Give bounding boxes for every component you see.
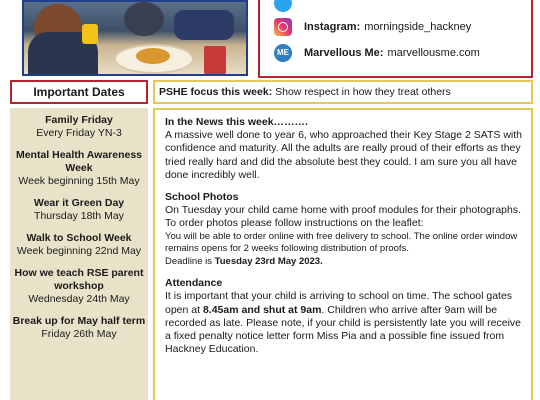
- news-title: In the News this week……….: [165, 116, 308, 128]
- event-title: Walk to School Week: [26, 232, 132, 244]
- photos-body-1: On Tuesday your child came home with proof modules for their photographs. To order photos please follow instructions on the leaflet:: [165, 204, 522, 230]
- event-item: [10, 197, 148, 223]
- event-item: [10, 114, 148, 140]
- instagram-row: [274, 18, 471, 36]
- event-item: [10, 315, 148, 341]
- photos-body-2: You will be able to order online with free delivery to school. The online order window remains opens for 2 weeks following distribution of proofs.: [165, 230, 518, 255]
- event-detail: Every Friday YN-3: [36, 127, 122, 139]
- pshe-focus-bar: [153, 80, 533, 104]
- event-title: Wear it Green Day: [33, 197, 125, 209]
- photos-deadline: [165, 256, 523, 269]
- marvellous-me-link[interactable]: marvellousme.com: [387, 47, 480, 59]
- event-detail: Week beginning 15th May: [18, 175, 140, 187]
- newsletter-main: [153, 108, 533, 400]
- attendance-text-a: It is important that your child is arriving to school on time. The school gates open at: [165, 290, 513, 316]
- twitter-icon: [274, 0, 292, 12]
- event-title: Mental Health Awareness Week: [15, 149, 143, 174]
- event-title: Break up for May half term: [12, 315, 146, 327]
- social-media-box: [258, 0, 533, 78]
- important-dates-list: [10, 108, 148, 400]
- event-item: [10, 149, 148, 188]
- pshe-text: Show respect in how they treat others: [275, 86, 451, 98]
- deadline-label: Deadline is: [165, 255, 215, 267]
- event-item: [10, 232, 148, 258]
- marvellous-me-label: Marvellous Me:: [304, 47, 384, 59]
- pshe-label: PSHE focus this week:: [159, 86, 273, 98]
- attendance-time: 8.45am and shut at 9am: [202, 303, 322, 316]
- school-lunch-photo: [22, 0, 248, 76]
- instagram-handle[interactable]: morningside_hackney: [364, 21, 472, 33]
- news-body: A massive well done to year 6, who approached their Key Stage 2 SATS with confidence and maturity. All the adults are really proud of their efforts as they tried really hard and did the absolute best they could. I am sure you all have done incredibly well.: [165, 129, 522, 181]
- deadline-date: Tuesday 23rd May 2023.: [214, 255, 323, 267]
- event-detail: Wednesday 24th May: [28, 293, 130, 305]
- marvellous-me-row: [274, 44, 480, 62]
- marvellous-me-icon: ME: [274, 44, 292, 62]
- event-title: How we teach RSE parent workshop: [14, 267, 144, 292]
- instagram-label: Instagram:: [304, 21, 361, 33]
- event-detail: Friday 26th May: [41, 328, 117, 340]
- attendance-body: [165, 290, 523, 356]
- attendance-text-b: . Children who arrive after 9am will be recorded as late. Please note, if your child is persistently late you will receive a fixed penalty notice letter form Miss Pia and a possible fine issued from Hackney Education.: [165, 303, 522, 356]
- event-detail: Week beginning 22nd May: [16, 245, 142, 257]
- important-dates-heading: Important Dates: [10, 80, 148, 104]
- instagram-icon: [274, 18, 292, 36]
- photos-title: School Photos: [165, 191, 239, 204]
- event-item: [10, 267, 148, 306]
- event-title: Family Friday: [45, 114, 113, 126]
- twitter-row: [274, 0, 304, 12]
- event-detail: Thursday 18th May: [34, 210, 124, 222]
- attendance-title: Attendance: [165, 277, 223, 290]
